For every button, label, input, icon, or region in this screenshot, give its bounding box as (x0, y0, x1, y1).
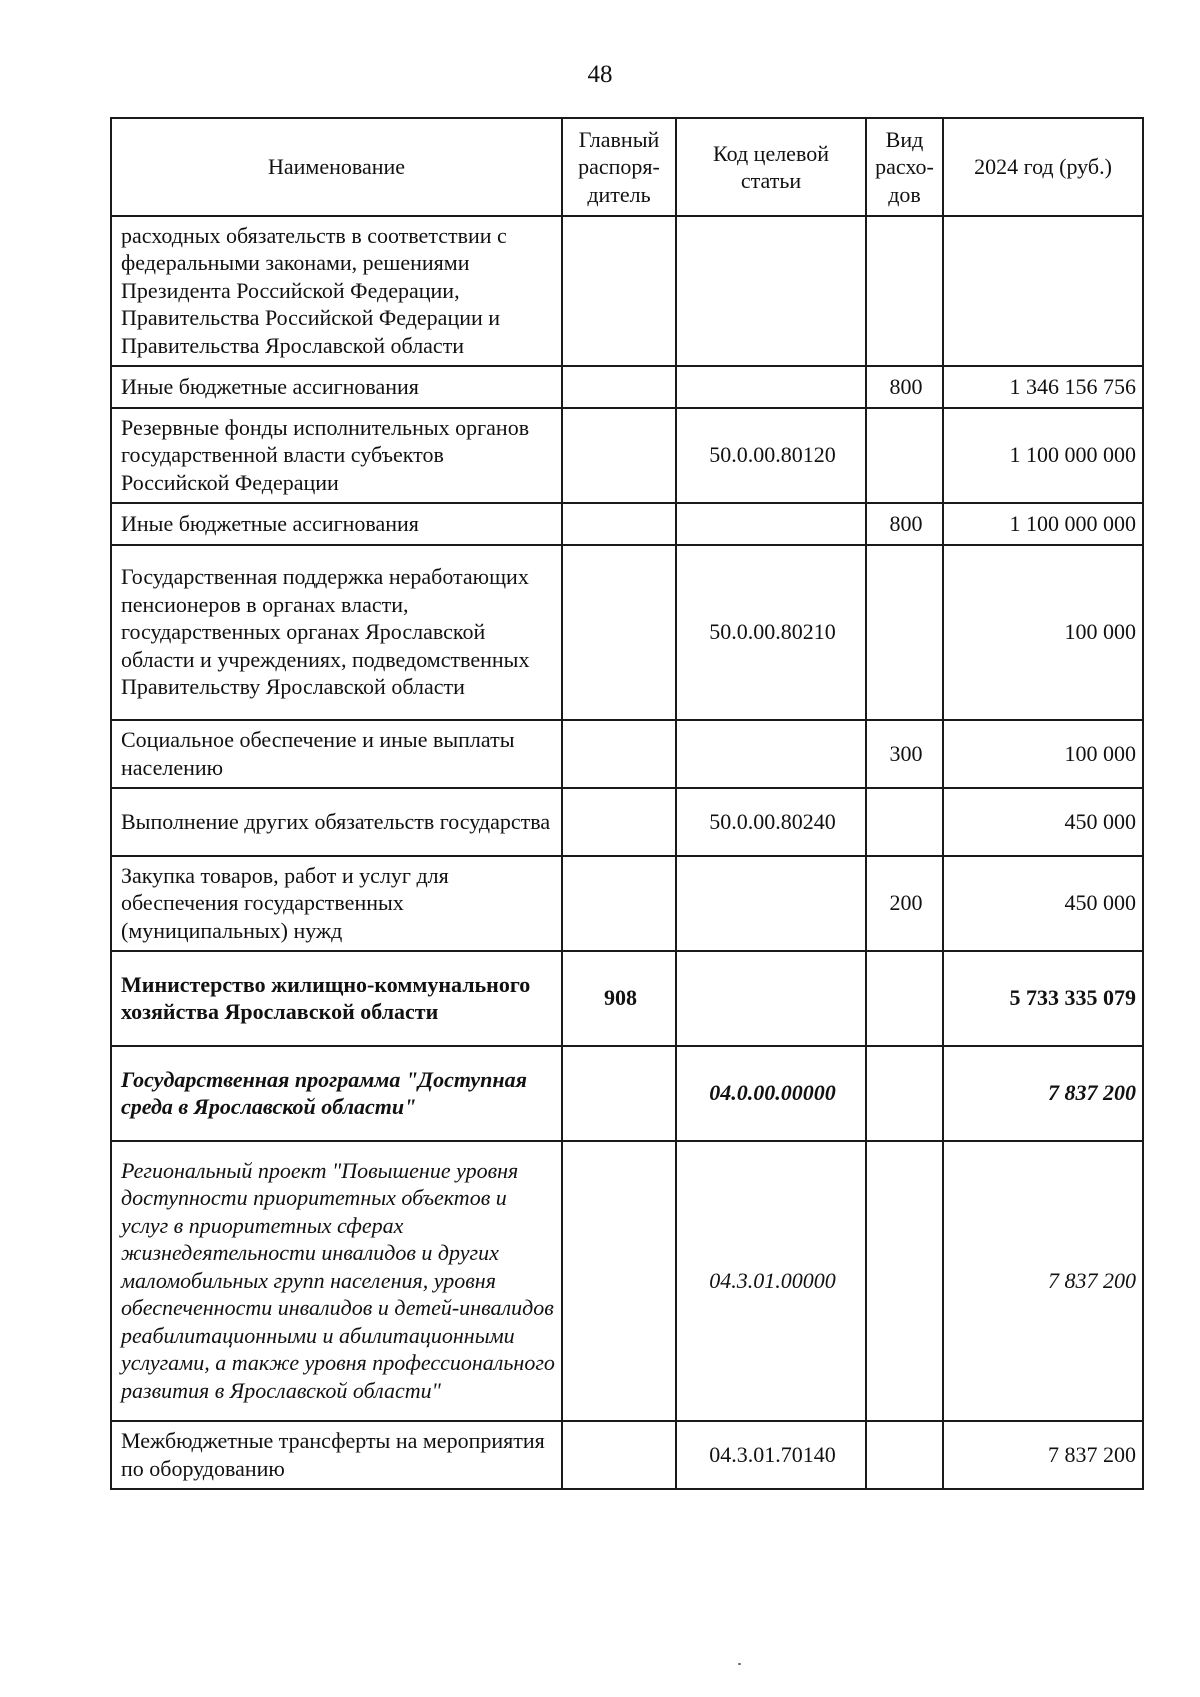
cell-name: Иные бюджетные ассигнования (111, 366, 562, 408)
cell-code (676, 951, 866, 1046)
cell-name: Межбюджетные трансферты на мероприятия по оборудованию (111, 1421, 562, 1489)
cell-kind (866, 1046, 943, 1141)
cell-admin (562, 788, 676, 856)
table-row (111, 1421, 1143, 1489)
cell-name: Региональный проект "Повышение уровня доступности приоритетных объектов и услуг в приоритетных сферах жизнедеятельности инвалидов и других маломобильных групп населения, уровня обеспеченности инвалидов и детей-инвалидов реабилитационными и абилитационными услугами, а также уровня профессионального развития в Ярославской области" (111, 1141, 562, 1421)
header-sum: 2024 год (руб.) (943, 118, 1143, 216)
cell-admin: 908 (562, 951, 676, 1046)
table-row (111, 951, 1143, 1046)
cell-admin (562, 1046, 676, 1141)
cell-kind (866, 216, 943, 366)
cell-code (676, 216, 866, 366)
cell-sum: 100 000 (943, 720, 1143, 788)
cell-sum: 7 837 200 (943, 1046, 1143, 1141)
cell-sum: 1 100 000 000 (943, 408, 1143, 503)
table-row (111, 216, 1143, 366)
cell-name: Выполнение других обязательств государства (111, 788, 562, 856)
cell-kind (866, 951, 943, 1046)
cell-sum: 5 733 335 079 (943, 951, 1143, 1046)
cell-admin (562, 503, 676, 545)
cell-admin (562, 720, 676, 788)
cell-code: 04.0.00.00000 (676, 1046, 866, 1141)
table-row (111, 1046, 1143, 1141)
cell-code (676, 503, 866, 545)
header-admin: Главный распоря-дитель (562, 118, 676, 216)
cell-admin (562, 545, 676, 720)
budget-table (110, 117, 1144, 1490)
cell-sum: 100 000 (943, 545, 1143, 720)
cell-sum: 1 346 156 756 (943, 366, 1143, 408)
cell-sum: 1 100 000 000 (943, 503, 1143, 545)
page-number: 48 (587, 61, 613, 88)
cell-sum: 7 837 200 (943, 1141, 1143, 1421)
cell-name: Закупка товаров, работ и услуг для обеспечения государственных (муниципальных) нужд (111, 856, 562, 951)
table-header-row (111, 118, 1143, 216)
header-kind: Вид расхо-дов (866, 118, 943, 216)
cell-admin (562, 856, 676, 951)
cell-code: 04.3.01.70140 (676, 1421, 866, 1489)
cell-code: 50.0.00.80240 (676, 788, 866, 856)
cell-admin (562, 1421, 676, 1489)
cell-name: Социальное обеспечение и иные выплаты населению (111, 720, 562, 788)
cell-kind: 800 (866, 366, 943, 408)
table-body (111, 216, 1143, 1489)
cell-kind: 200 (866, 856, 943, 951)
cell-sum: 7 837 200 (943, 1421, 1143, 1489)
cell-kind (866, 545, 943, 720)
table-row (111, 503, 1143, 545)
header-name: Наименование (111, 118, 562, 216)
table-row (111, 720, 1143, 788)
table-row (111, 856, 1143, 951)
cell-code: 50.0.00.80120 (676, 408, 866, 503)
cell-name: расходных обязательств в соответствии с федеральными законами, решениями Президента Российской Федерации, Правительства Российской Федерации и Правительства Ярославской области (111, 216, 562, 366)
cell-name: Иные бюджетные ассигнования (111, 503, 562, 545)
table-row (111, 366, 1143, 408)
cell-code (676, 366, 866, 408)
header-code: Код целевой статьи (676, 118, 866, 216)
cell-sum: 450 000 (943, 856, 1143, 951)
cell-code: 04.3.01.00000 (676, 1141, 866, 1421)
cell-admin (562, 366, 676, 408)
cell-kind (866, 1421, 943, 1489)
cell-code (676, 720, 866, 788)
table-row (111, 545, 1143, 720)
cell-admin (562, 408, 676, 503)
cell-kind (866, 788, 943, 856)
cell-kind: 800 (866, 503, 943, 545)
cell-code: 50.0.00.80210 (676, 545, 866, 720)
cell-name: Государственная программа "Доступная среда в Ярославской области" (111, 1046, 562, 1141)
cell-name: Государственная поддержка неработающих пенсионеров в органах власти, государственных органах Ярославской области и учреждениях, подведомственных Правительству Ярославской области (111, 545, 562, 720)
table-row (111, 408, 1143, 503)
table-row (111, 1141, 1143, 1421)
cell-kind (866, 408, 943, 503)
cell-name: Резервные фонды исполнительных органов государственной власти субъектов Российской Федерации (111, 408, 562, 503)
cell-sum: 450 000 (943, 788, 1143, 856)
cell-admin (562, 1141, 676, 1421)
cell-sum (943, 216, 1143, 366)
table-row (111, 788, 1143, 856)
cell-code (676, 856, 866, 951)
cell-admin (562, 216, 676, 366)
cell-name: Министерство жилищно-коммунального хозяйства Ярославской области (111, 951, 562, 1046)
cell-kind: 300 (866, 720, 943, 788)
cell-kind (866, 1141, 943, 1421)
scan-artifact (738, 1663, 741, 1665)
